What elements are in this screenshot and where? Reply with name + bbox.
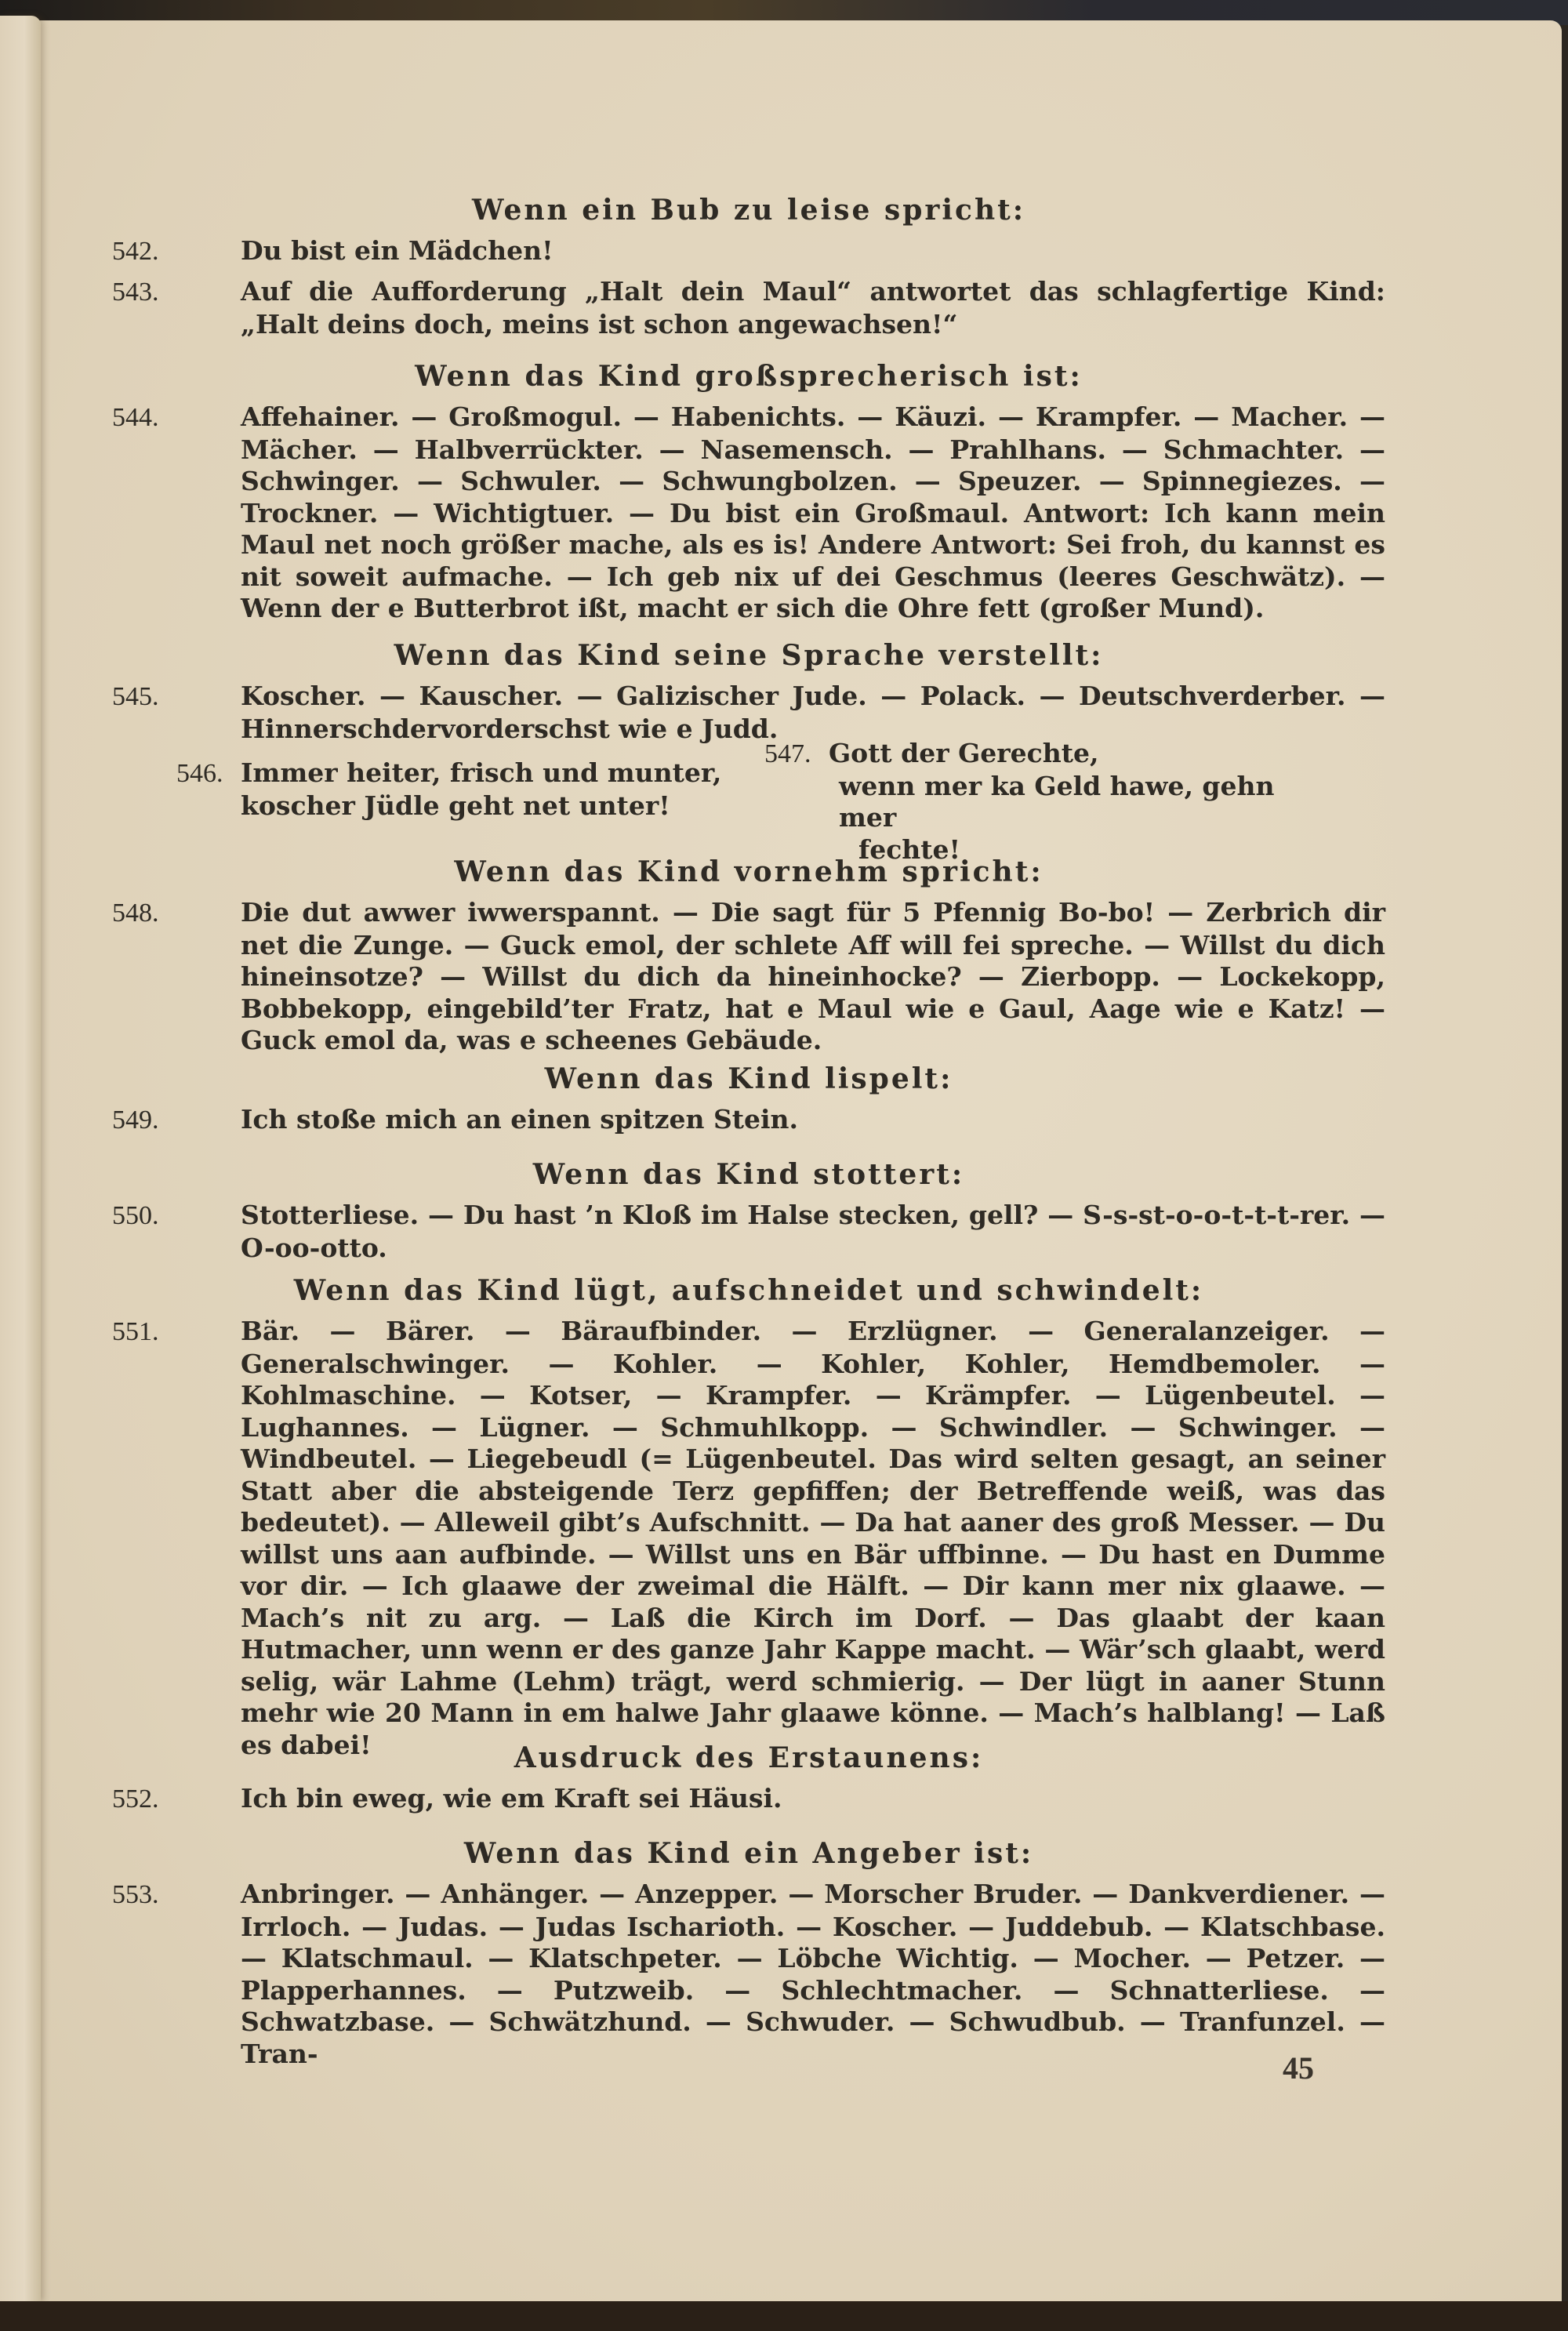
book-bottom-edge xyxy=(0,2301,1568,2331)
entry-number: 552. xyxy=(112,1785,159,1814)
entry-number: 543. xyxy=(112,278,159,307)
entry-number: 553. xyxy=(112,1880,159,1909)
entry-545 xyxy=(112,681,1385,745)
entry-number: 551. xyxy=(112,1317,159,1346)
entry-number: 544. xyxy=(112,403,159,432)
section-heading: Wenn das Kind ein Angeber ist: xyxy=(463,1837,1034,1870)
section-heading: Wenn das Kind seine Sprache verstellt: xyxy=(394,639,1104,672)
entry-550 xyxy=(112,1200,1385,1264)
verse-547 xyxy=(764,738,1329,866)
entry-text: Bär. — Bärer. — Bäraufbinder. — Erzlügner. — Generalanzeiger. — Generalschwinger. — Kohler. — Kohler, Kohler, Hemdbemoler. — Kohlmaschine. — Kotser, — Krampfer. — Krämpfer. — Lügenbeutel. — Lughannes. — Lügner. — Schmuhlkopp. — Schwindler. — Schwinger. — Windbeutel. — Liegebeudl (= Lügenbeutel. Das wird selten gesagt, an seiner Statt aber die absteigende Terz gepfiffen; der Betreffende weiß, was das bedeutet). — Alleweil gibt’s Aufschnitt. — Da hat aaner des groß Messer. — Du willst uns aan aufbinde. — Willst uns en Bär uffbinne. — Du hast en Dumme vor dir. — Ich glaawe der zweimal die Hälft. — Dir kann mer nix glaawe. — Mach’s nit zu arg. — Laß die Kirch im Dorf. — Das glaabt der kaan Hutmacher, unn wenn er des ganze Jahr Kappe macht. — Wär’sch glaabt, werd selig, wär Lahme (Lehm) trägt, werd schmierig. — Der lügt in aaner Stunn mehr wie 20 Mann in em halwe Jahr glaawe könne. — Mach’s halblang! — Laß es dabei! xyxy=(241,1316,1385,1760)
verse-line: wenn mer ka Geld hawe, gehn mer xyxy=(839,770,1275,833)
entry-number: 547. xyxy=(764,739,811,768)
entry-text: Affehainer. — Großmogul. — Habenichts. — Käuzi. — Krampfer. — Macher. — Mächer. — Halbverrückter. — Nasemensch. — Prahlhans. — Schmachter. — Schwinger. — Schwuler. — Schwungbolzen. — Speuzer. — Spinnegiezes. — Trockner. — Wichtigtuer. — Du bist ein Großmaul. Antwort: Ich kann mein Maul net noch größer mache, als es is! Andere Antwort: Sei froh, du kannst es nit soweit aufmache. — Ich geb nix uf dei Geschmus (leeres Geschwätz). — Wenn der e Butterbrot ißt, macht er sich die Ohre fett (großer Mund). xyxy=(241,401,1385,623)
verse-line: fechte! xyxy=(858,833,961,865)
previous-page-edge xyxy=(0,16,41,2301)
entry-543 xyxy=(112,276,1385,340)
verse-line: Immer heiter, frisch und munter, xyxy=(241,757,722,788)
entry-number: 545. xyxy=(112,682,159,711)
entry-text: Du bist ein Mädchen! xyxy=(241,235,554,266)
verse-546 xyxy=(176,757,725,822)
entry-number: 548. xyxy=(112,899,159,928)
entry-text: Die dut awwer iwwerspannt. — Die sagt für 5 Pfennig Bo-bo! — Zerbrich dir net die Zunge. — Guck emol, der schlete Aff will fei spreche. — Willst du dich hineinsotze? — Willst du dich da hineinhocke? — Zierbopp. — Lockekopp, Bobbekopp, eingebild’ter Fratz, hat e Maul wie e Gaul, Aage wie e Katz! — Guck emol da, was e scheenes Gebäude. xyxy=(241,897,1385,1055)
book-page xyxy=(0,20,1562,2304)
entry-542 xyxy=(112,235,1385,268)
entry-number: 542. xyxy=(112,237,159,266)
section-heading: Wenn das Kind lügt, aufschneidet und schwindelt: xyxy=(293,1274,1204,1307)
entry-text: Auf die Aufforderung „Halt dein Maul“ antwortet das schlagfertige Kind: „Halt deins doch, meins ist schon angewachsen!“ xyxy=(241,276,1385,339)
entry-548 xyxy=(112,897,1385,1057)
page-text xyxy=(0,20,1562,2304)
section-heading: Wenn das Kind großsprecherisch ist: xyxy=(415,360,1083,393)
entry-number: 550. xyxy=(112,1201,159,1230)
entry-number: 549. xyxy=(112,1106,159,1135)
section-heading: Wenn ein Bub zu leise spricht: xyxy=(471,194,1026,227)
entry-544 xyxy=(112,401,1385,625)
entry-number: 546. xyxy=(176,759,223,788)
section-heading: Wenn das Kind lispelt: xyxy=(544,1062,953,1095)
entry-551 xyxy=(112,1316,1385,1761)
verse-line: koscher Jüdle geht net unter! xyxy=(241,790,670,821)
entry-text: Ich bin eweg, wie em Kraft sei Häusi. xyxy=(241,1783,782,1814)
section-heading: Wenn das Kind vornehm spricht: xyxy=(454,855,1044,888)
entry-553 xyxy=(112,1879,1385,2070)
entry-text: Stotterliese. — Du hast ’n Kloß im Halse stecken, gell? — S-s-st-o-o-t-t-t-rer. — O-oo-otto. xyxy=(241,1200,1385,1263)
verse-line: Gott der Gerechte, xyxy=(829,738,1099,768)
entry-text: Anbringer. — Anhänger. — Anzepper. — Morscher Bruder. — Dankverdiener. — Irrloch. — Judas. — Judas Ischarioth. — Koscher. — Juddebub. — Klatschbase. — Klatschmaul. — Klatschpeter. — Löbche Wichtig. — Mocher. — Petzer. — Plapperhannes. — Putzweib. — Schlechtmacher. — Schnatterliese. — Schwatzbase. — Schwätzhund. — Schwuder. — Schwudbub. — Tranfunzel. — Tran- xyxy=(241,1879,1385,2069)
entry-text: Ich stoße mich an einen spitzen Stein. xyxy=(241,1104,799,1135)
entry-text: Koscher. — Kauscher. — Galizischer Jude. — Polack. — Deutschverderber. — Hinnerschdervorderschst wie e Judd. xyxy=(241,681,1385,744)
section-heading: Wenn das Kind stottert: xyxy=(532,1158,965,1191)
section-heading: Ausdruck des Erstaunens: xyxy=(514,1741,984,1774)
entry-552 xyxy=(112,1783,1385,1816)
entry-549 xyxy=(112,1104,1385,1137)
page-number: 45 xyxy=(1283,2050,1314,2086)
